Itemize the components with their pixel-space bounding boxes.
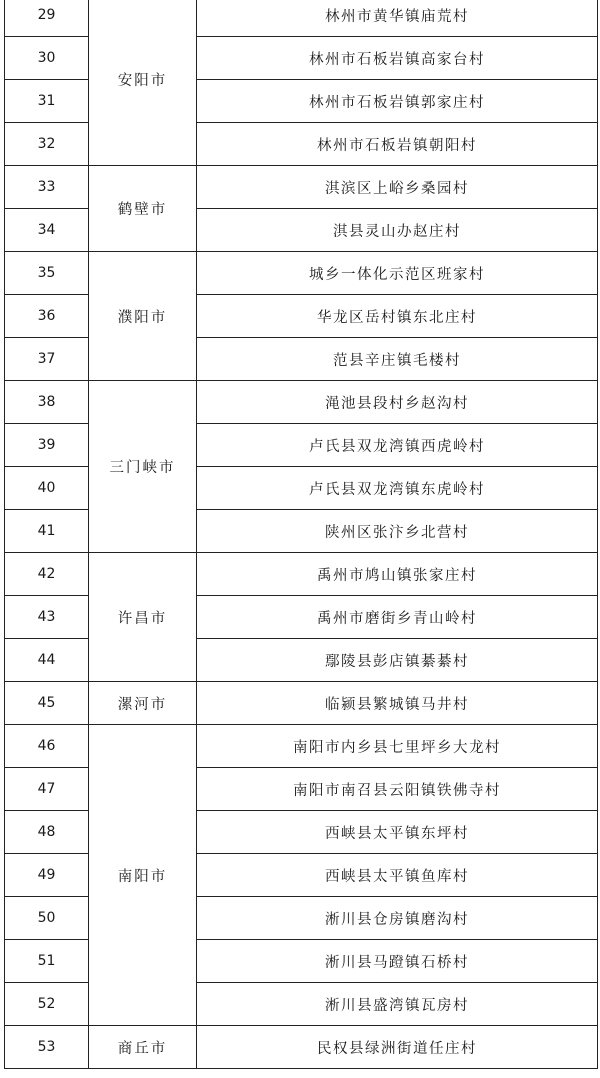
- table-row: [5, 252, 598, 295]
- village-name-cell: 林州市石板岩镇高家台村: [197, 37, 598, 80]
- city-cell: 漯河市: [89, 682, 197, 725]
- village-name-cell: 林州市石板岩镇朝阳村: [197, 123, 598, 166]
- village-name-cell: 禹州市磨街乡青山岭村: [197, 596, 598, 639]
- row-number-cell: 35: [5, 252, 89, 295]
- table-row: [5, 381, 598, 424]
- row-number-cell: 33: [5, 166, 89, 209]
- village-name-cell: 鄢陵县彭店镇綦綦村: [197, 639, 598, 682]
- row-number-cell: 46: [5, 725, 89, 768]
- row-number-cell: 45: [5, 682, 89, 725]
- village-name-cell: 城乡一体化示范区班家村: [197, 252, 598, 295]
- table-row: [5, 725, 598, 768]
- row-number-cell: 31: [5, 80, 89, 123]
- village-name-cell: 禹州市鸠山镇张家庄村: [197, 553, 598, 596]
- village-table: [4, 0, 598, 1069]
- village-name-cell: 临颍县繁城镇马井村: [197, 682, 598, 725]
- city-cell: 商丘市: [89, 1026, 197, 1069]
- village-name-cell: 卢氏县双龙湾镇东虎岭村: [197, 467, 598, 510]
- row-number-cell: 51: [5, 940, 89, 983]
- table-row: [5, 1026, 598, 1069]
- city-cell: 濮阳市: [89, 252, 197, 381]
- row-number-cell: 38: [5, 381, 89, 424]
- row-number-cell: 50: [5, 897, 89, 940]
- village-name-cell: 范县辛庄镇毛楼村: [197, 338, 598, 381]
- row-number-cell: 30: [5, 37, 89, 80]
- village-name-cell: 西峡县太平镇鱼库村: [197, 854, 598, 897]
- village-name-cell: 渑池县段村乡赵沟村: [197, 381, 598, 424]
- row-number-cell: 39: [5, 424, 89, 467]
- city-cell: 南阳市: [89, 725, 197, 1026]
- village-name-cell: 林州市石板岩镇郭家庄村: [197, 80, 598, 123]
- village-name-cell: 南阳市南召县云阳镇铁佛寺村: [197, 768, 598, 811]
- row-number-cell: 47: [5, 768, 89, 811]
- village-name-cell: 淅川县仓房镇磨沟村: [197, 897, 598, 940]
- row-number-cell: 37: [5, 338, 89, 381]
- row-number-cell: 34: [5, 209, 89, 252]
- table-row: [5, 166, 598, 209]
- village-name-cell: 淅川县马蹬镇石桥村: [197, 940, 598, 983]
- village-name-cell: 陕州区张汴乡北营村: [197, 510, 598, 553]
- city-cell: 鹤壁市: [89, 166, 197, 252]
- table-row: [5, 0, 598, 37]
- row-number-cell: 40: [5, 467, 89, 510]
- table-row: [5, 553, 598, 596]
- row-number-cell: 41: [5, 510, 89, 553]
- village-name-cell: 淇县灵山办赵庄村: [197, 209, 598, 252]
- city-cell: 安阳市: [89, 0, 197, 166]
- row-number-cell: 48: [5, 811, 89, 854]
- village-name-cell: 淇滨区上峪乡桑园村: [197, 166, 598, 209]
- table-row: [5, 682, 598, 725]
- village-name-cell: 南阳市内乡县七里坪乡大龙村: [197, 725, 598, 768]
- row-number-cell: 49: [5, 854, 89, 897]
- row-number-cell: 52: [5, 983, 89, 1026]
- village-name-cell: 淅川县盛湾镇瓦房村: [197, 983, 598, 1026]
- city-cell: 三门峡市: [89, 381, 197, 553]
- village-name-cell: 林州市黄华镇庙荒村: [197, 0, 598, 37]
- row-number-cell: 36: [5, 295, 89, 338]
- city-cell: 许昌市: [89, 553, 197, 682]
- village-name-cell: 卢氏县双龙湾镇西虎岭村: [197, 424, 598, 467]
- row-number-cell: 43: [5, 596, 89, 639]
- table-body: [5, 0, 598, 1069]
- row-number-cell: 42: [5, 553, 89, 596]
- village-name-cell: 西峡县太平镇东坪村: [197, 811, 598, 854]
- village-name-cell: 华龙区岳村镇东北庄村: [197, 295, 598, 338]
- village-name-cell: 民权县绿洲街道任庄村: [197, 1026, 598, 1069]
- row-number-cell: 29: [5, 0, 89, 37]
- row-number-cell: 53: [5, 1026, 89, 1069]
- row-number-cell: 44: [5, 639, 89, 682]
- row-number-cell: 32: [5, 123, 89, 166]
